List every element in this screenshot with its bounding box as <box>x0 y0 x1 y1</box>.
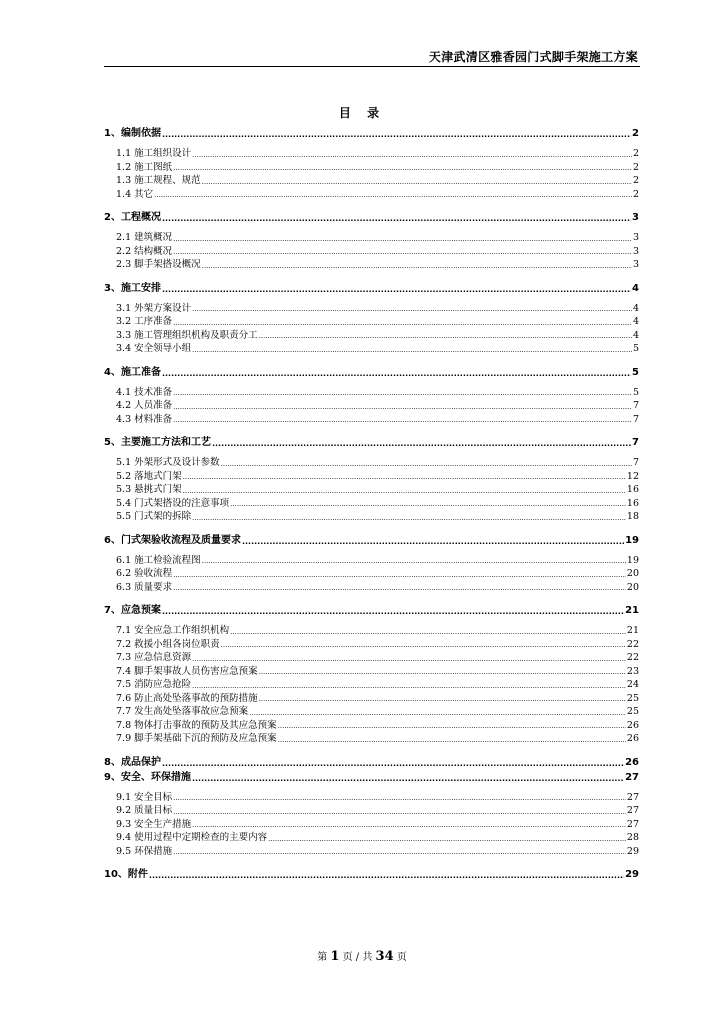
toc-leader-dots <box>192 654 626 665</box>
toc-item[interactable] <box>104 342 639 356</box>
toc-item-label: 7.1 安全应急工作组织机构 <box>116 625 230 636</box>
toc-item[interactable] <box>104 147 639 161</box>
toc-section-label: 7、应急预案 <box>104 605 161 616</box>
toc-leader-dots <box>242 536 624 548</box>
toc-section-page: 21 <box>625 605 639 616</box>
toc-item-label: 3.2 工序准备 <box>116 316 173 327</box>
toc-item-page: 20 <box>626 568 639 579</box>
toc-item-page: 22 <box>626 652 639 663</box>
toc-item-label: 7.9 脚手架基础下沉的预防及应急预案 <box>116 733 277 744</box>
toc-leader-dots <box>192 773 624 785</box>
toc-item-page: 27 <box>626 818 639 830</box>
toc-leader-dots <box>154 190 632 201</box>
toc-item-label: 5.3 悬挑式门架 <box>116 484 182 495</box>
toc-item[interactable] <box>104 651 639 665</box>
toc-leader-dots <box>173 402 632 413</box>
toc-item-page: 25 <box>626 692 639 704</box>
toc-leader-dots <box>268 834 626 845</box>
toc-item[interactable] <box>104 245 639 259</box>
toc-section-label: 2、工程概况 <box>104 212 161 223</box>
toc-leader-dots <box>173 570 626 581</box>
toc-item-label: 7.8 物体打击事故的预防及其应急预案 <box>116 719 277 731</box>
toc-item-label: 3.1 外架方案设计 <box>116 302 192 314</box>
toc-item[interactable] <box>104 791 639 805</box>
toc-leader-dots <box>192 304 632 315</box>
toc-leader-dots <box>173 807 626 818</box>
toc-item[interactable] <box>104 831 639 845</box>
toc-section-label: 8、成品保护 <box>104 756 161 768</box>
toc-item-label: 9.4 使用过程中定期检查的主要内容 <box>116 832 268 843</box>
toc-leader-dots <box>183 486 626 497</box>
toc-item[interactable] <box>104 302 639 316</box>
toc-item-page: 4 <box>632 302 639 314</box>
toc-leader-dots <box>162 368 631 380</box>
footer-total-pages: 34 <box>375 949 394 964</box>
toc-item-page: 28 <box>626 832 639 843</box>
toc-item-label: 6.2 验收流程 <box>116 568 173 579</box>
toc-item[interactable] <box>104 624 639 638</box>
toc-item[interactable] <box>104 692 639 706</box>
toc-item[interactable] <box>104 638 639 652</box>
toc-item[interactable] <box>104 804 639 818</box>
toc-item-page: 20 <box>626 581 639 593</box>
toc-leader-dots <box>192 150 632 161</box>
toc-item-label: 2.2 结构概况 <box>116 245 173 257</box>
toc-item-page: 3 <box>632 259 639 270</box>
toc-item-page: 12 <box>626 470 639 482</box>
toc-item-label: 9.5 环保措施 <box>116 845 173 857</box>
toc-leader-dots <box>173 234 632 245</box>
toc-item-page: 3 <box>632 232 639 243</box>
toc-leader-dots <box>162 213 631 225</box>
toc-item-label: 6.3 质量要求 <box>116 581 173 593</box>
toc-section-page: 2 <box>632 128 639 139</box>
toc-item-label: 2.3 脚手架搭设概况 <box>116 259 201 270</box>
toc-item-page: 18 <box>626 511 639 522</box>
toc-item-label: 7.7 发生高处坠落事故应急预案 <box>116 706 249 717</box>
toc-title: 目 录 <box>338 106 386 120</box>
toc-leader-dots <box>173 388 632 399</box>
toc-leader-dots <box>173 847 626 858</box>
toc-item-label: 5.4 门式架搭设的注意事项 <box>116 497 230 509</box>
toc-leader-dots <box>278 721 626 732</box>
footer-middle: 页 / 共 <box>342 952 373 963</box>
toc-leader-dots <box>149 870 624 882</box>
toc-section-page: 29 <box>625 869 639 880</box>
toc-leader-dots <box>259 331 632 342</box>
toc-leader-dots <box>192 513 626 524</box>
toc-item-page: 22 <box>626 638 639 650</box>
toc-item-label: 2.1 建筑概况 <box>116 232 173 243</box>
toc-item-page: 21 <box>626 625 639 636</box>
toc-item[interactable] <box>104 732 639 746</box>
toc-leader-dots <box>202 261 632 272</box>
toc-item[interactable] <box>104 845 639 859</box>
toc-leader-dots <box>221 640 626 651</box>
toc-section[interactable] <box>104 365 639 380</box>
toc-leader-dots <box>173 318 632 329</box>
toc-section-label: 6、门式架验收流程及质量要求 <box>104 534 241 546</box>
toc-leader-dots <box>192 820 626 831</box>
toc-item-label: 9.1 安全目标 <box>116 791 173 803</box>
toc-section[interactable] <box>104 126 639 141</box>
toc-item-page: 3 <box>632 245 639 257</box>
table-of-contents <box>104 126 639 882</box>
toc-item[interactable] <box>104 483 639 497</box>
toc-section[interactable] <box>104 770 639 785</box>
toc-item[interactable] <box>104 497 639 511</box>
toc-section-page: 3 <box>632 212 639 223</box>
toc-item[interactable] <box>104 231 639 245</box>
toc-item-label: 3.4 安全领导小组 <box>116 343 192 354</box>
toc-leader-dots <box>173 247 632 258</box>
toc-item[interactable] <box>104 258 639 272</box>
toc-item-page: 23 <box>626 665 639 677</box>
toc-item-label: 7.4 脚手架事故人员伤害应急预案 <box>116 665 258 677</box>
footer-suffix: 页 <box>396 952 407 963</box>
toc-section-page: 7 <box>632 437 639 448</box>
toc-item[interactable] <box>104 567 639 581</box>
toc-section[interactable] <box>104 210 639 225</box>
toc-leader-dots <box>162 758 624 770</box>
toc-item[interactable] <box>104 665 639 679</box>
toc-leader-dots <box>173 793 626 804</box>
toc-item-page: 27 <box>626 805 639 816</box>
toc-item-label: 4.3 材料准备 <box>116 413 173 425</box>
toc-item-page: 4 <box>632 316 639 327</box>
toc-item-page: 2 <box>632 175 639 186</box>
toc-section[interactable] <box>104 755 639 770</box>
toc-leader-dots <box>173 415 632 426</box>
toc-leader-dots <box>230 627 626 638</box>
toc-item-page: 24 <box>626 679 639 690</box>
toc-item-page: 26 <box>626 719 639 731</box>
toc-section-page: 19 <box>625 534 639 546</box>
toc-item[interactable] <box>104 818 639 832</box>
toc-item-label: 5.5 门式架的拆除 <box>116 511 192 522</box>
toc-leader-dots <box>230 499 626 510</box>
toc-item-page: 7 <box>632 413 639 425</box>
toc-section[interactable] <box>104 435 639 450</box>
toc-item-page: 16 <box>626 484 639 495</box>
toc-section-label: 5、主要施工方法和工艺 <box>104 437 211 448</box>
toc-section-page: 5 <box>632 366 639 378</box>
footer-current-page: 1 <box>330 949 340 964</box>
toc-item[interactable] <box>104 678 639 692</box>
toc-leader-dots <box>278 735 626 746</box>
toc-leader-dots <box>173 583 626 594</box>
toc-item[interactable] <box>104 719 639 733</box>
toc-item-label: 9.2 质量目标 <box>116 805 173 816</box>
toc-item-label: 5.1 外架形式及设计参数 <box>116 457 220 468</box>
toc-item[interactable] <box>104 470 639 484</box>
toc-leader-dots <box>162 129 631 141</box>
toc-item[interactable] <box>104 581 639 595</box>
toc-item-page: 2 <box>632 148 639 159</box>
toc-leader-dots <box>202 556 626 567</box>
toc-section-page: 4 <box>632 282 639 294</box>
toc-item-page: 26 <box>626 733 639 744</box>
toc-item-label: 7.2 救援小组各岗位职责 <box>116 638 220 650</box>
toc-item-label: 7.6 防止高处坠落事故的预防措施 <box>116 692 258 704</box>
toc-item-label: 1.2 施工图纸 <box>116 161 173 173</box>
toc-item-page: 5 <box>632 386 639 398</box>
toc-leader-dots <box>259 667 626 678</box>
toc-item[interactable] <box>104 554 639 568</box>
toc-section-label: 3、施工安排 <box>104 282 161 294</box>
toc-leader-dots <box>183 472 626 483</box>
toc-section-label: 1、编制依据 <box>104 128 161 139</box>
toc-leader-dots <box>202 177 632 188</box>
toc-item-page: 2 <box>632 161 639 173</box>
footer-prefix: 第 <box>317 952 328 963</box>
toc-item-page: 2 <box>632 188 639 200</box>
toc-item-page: 7 <box>632 457 639 468</box>
toc-leader-dots <box>221 459 632 470</box>
toc-section[interactable] <box>104 603 639 618</box>
toc-section-page: 27 <box>625 771 639 783</box>
toc-item[interactable] <box>104 161 639 175</box>
toc-item-label: 7.3 应急信息资源 <box>116 652 192 663</box>
toc-item-label: 3.3 施工管理组织机构及职责分工 <box>116 329 258 341</box>
toc-item-page: 16 <box>626 497 639 509</box>
toc-item[interactable] <box>104 174 639 188</box>
toc-section-label: 10、附件 <box>104 869 148 880</box>
page-footer <box>0 948 724 964</box>
toc-item[interactable] <box>104 315 639 329</box>
toc-leader-dots <box>192 681 626 692</box>
toc-leader-dots <box>249 708 626 719</box>
toc-item[interactable] <box>104 329 639 343</box>
toc-leader-dots <box>259 694 626 705</box>
toc-item-page: 19 <box>626 554 639 566</box>
toc-item[interactable] <box>104 399 639 413</box>
toc-item-label: 4.1 技术准备 <box>116 386 173 398</box>
toc-item-label: 6.1 施工检验流程图 <box>116 554 201 566</box>
toc-item[interactable] <box>104 705 639 719</box>
toc-section-page: 26 <box>625 756 639 768</box>
toc-item-page: 25 <box>626 706 639 717</box>
toc-item-page: 5 <box>632 343 639 354</box>
toc-section-label: 9、安全、环保措施 <box>104 771 191 783</box>
toc-item[interactable] <box>104 413 639 427</box>
toc-item[interactable] <box>104 456 639 470</box>
toc-item-label: 9.3 安全生产措施 <box>116 818 192 830</box>
toc-item-label: 1.3 施工规程、规范 <box>116 175 201 186</box>
toc-item-page: 27 <box>626 791 639 803</box>
toc-leader-dots <box>162 284 631 296</box>
toc-section[interactable] <box>104 867 639 882</box>
toc-item-label: 7.5 消防应急抢险 <box>116 679 192 690</box>
toc-section[interactable] <box>104 281 639 296</box>
toc-section-label: 4、施工准备 <box>104 366 161 378</box>
toc-item-page: 29 <box>626 845 639 857</box>
toc-item[interactable] <box>104 510 639 524</box>
toc-item-page: 7 <box>632 400 639 411</box>
header-rule <box>104 66 640 67</box>
toc-leader-dots <box>162 606 624 618</box>
toc-section[interactable] <box>104 533 639 548</box>
toc-item-page: 4 <box>632 329 639 341</box>
toc-item-label: 4.2 人员准备 <box>116 400 173 411</box>
toc-leader-dots <box>212 438 631 450</box>
header-title: 天津武清区雅香园门式脚手架施工方案 <box>428 50 638 64</box>
toc-item[interactable] <box>104 386 639 400</box>
toc-leader-dots <box>192 345 632 356</box>
toc-item-label: 5.2 落地式门架 <box>116 470 182 482</box>
toc-item-label: 1.4 其它 <box>116 188 154 200</box>
toc-item[interactable] <box>104 188 639 202</box>
toc-leader-dots <box>173 163 632 174</box>
toc-item-label: 1.1 施工组织设计 <box>116 148 192 159</box>
